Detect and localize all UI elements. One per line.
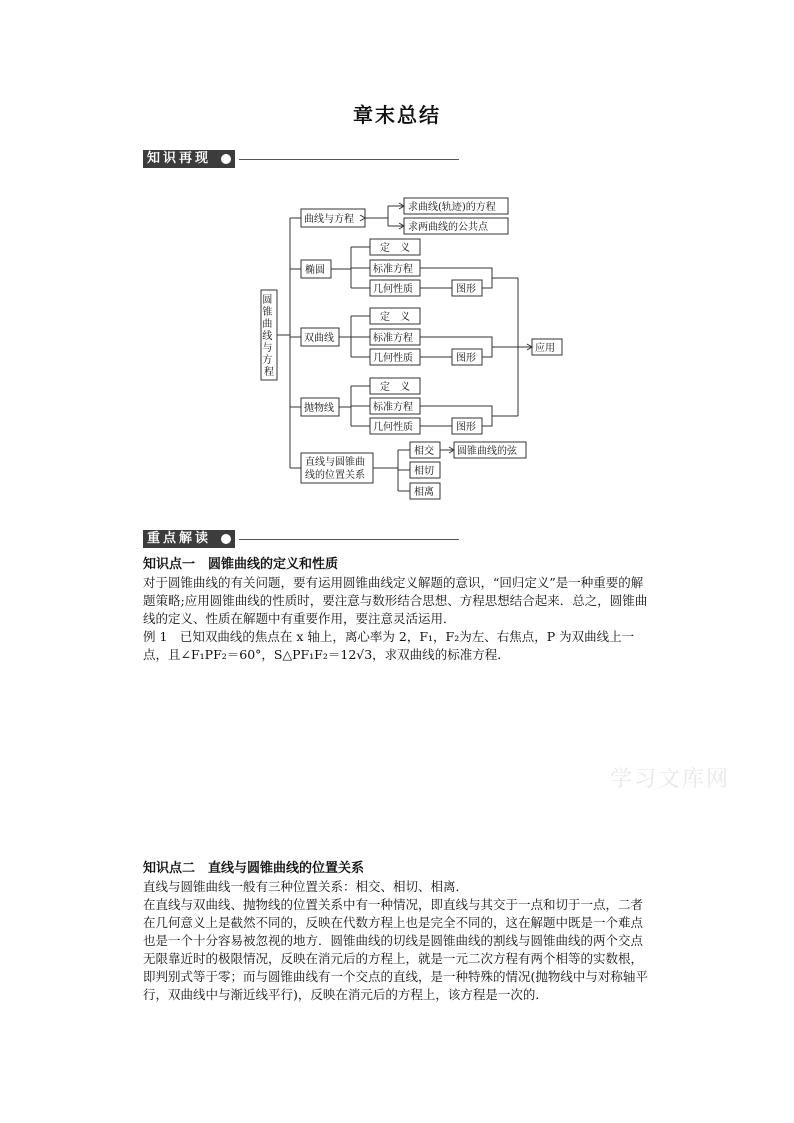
branch-ellipse-label: 椭圆 [305,265,325,276]
hyperbola-figure: 图形 [456,353,476,364]
watermark: 学习文库网 [610,767,731,792]
chord-label: 圆锥曲线的弦 [457,446,517,457]
root-char-2: 锥 [262,307,273,318]
intersect-label: 相交 [414,446,434,457]
kp2-paragraph-1: 直线与圆锥曲线一般有三种位置关系：相交、相切、相离． [143,879,469,894]
hyperbola-def: 定 义 [380,312,410,323]
branch-hyperbola-label: 双曲线 [304,333,334,344]
branch-parabola-label: 抛物线 [304,403,334,414]
example-1: 例 1 已知双曲线的焦点在 x 轴上，离心率为 2，F₁，F₂为左、右焦点，P 为双曲线上一点，且∠F₁PF₂＝60°，S△PF₁F₂＝12√3，求双曲线的标准方程． [143,629,635,662]
kp2-paragraph-2: 在直线与双曲线、抛物线的位置关系中有一种情况，即直线与其交于一点和切于一点，二者在几何意义上是截然不同的，反映在代数方程上也是完全不同的，这在解题中既是一个难点也是一个十分容易被忽视的地方．圆锥曲线的切线是圆锥曲线的割线与圆锥曲线的两个交点无限靠近时的极限情况，反映在消元后的方程上，就是一元二次方程有两个相等的实数根，即判别式等于零；而与圆锥曲线有一个交点的直线，是一种特殊的情况(抛物线中与对称轴平行，双曲线中与渐近线平行)，反映在消元后的方程上，该方程是一次的． [143,897,648,1002]
ellipse-figure: 图形 [456,284,476,295]
root-char-3: 曲 [262,319,273,330]
parabola-def: 定 义 [380,382,410,393]
ellipse-geo: 几何性质 [373,284,413,295]
section-label-key: 重点解读 [143,530,235,548]
hyperbola-geo: 几何性质 [373,353,413,364]
kp1-paragraph: 对于圆锥曲线的有关问题，要有运用圆锥曲线定义解题的意识，“回归定义”是一种重要的解题策略;应用圆锥曲线的性质时，要注意与数形结合思想、方程思想结合起来．总之，圆锥曲线的定义、性质在解题中有重要作用，要注意灵活运用． [143,575,648,626]
hyperbola-std: 标准方程 [373,333,413,344]
separate-label: 相离 [414,487,434,498]
kp1-title: 知识点一 圆锥曲线的定义和性质 [143,557,339,572]
parabola-geo: 几何性质 [373,422,413,433]
tangent-label: 相切 [414,466,434,477]
branch-curve-eq-label: 曲线与方程 [304,214,354,225]
knowledge-point-1 [143,556,653,664]
root-label [262,294,275,378]
knowledge-tree-diagram [0,0,794,520]
branch-line-pos-label-1: 直线与圆锥曲 [305,457,365,468]
parabola-figure: 图形 [456,422,476,433]
curve-eq-child-2: 求两曲线的公共点 [408,222,488,233]
root-char-6: 方 [262,355,273,366]
parabola-std: 标准方程 [373,402,413,413]
ellipse-std: 标准方程 [373,264,413,275]
branch-line-pos-label-2: 线的位置关系 [305,470,365,481]
kp2-title: 知识点二 直线与圆锥曲线的位置关系 [143,861,365,876]
curve-eq-child-1: 求曲线(轨迹)的方程 [408,202,496,213]
root-char-1: 圆 [262,295,273,306]
apply-label: 应用 [535,343,555,354]
bullet-dot-icon [221,534,231,544]
ellipse-def: 定 义 [380,243,410,254]
root-char-4: 线 [262,331,273,342]
knowledge-point-2 [143,860,653,1004]
page-title: 章末总结 [353,103,441,127]
root-char-7: 程 [264,367,274,378]
section-label-review: 知识再现 [143,150,235,168]
section-divider [239,539,459,540]
root-char-5: 与 [262,343,273,354]
